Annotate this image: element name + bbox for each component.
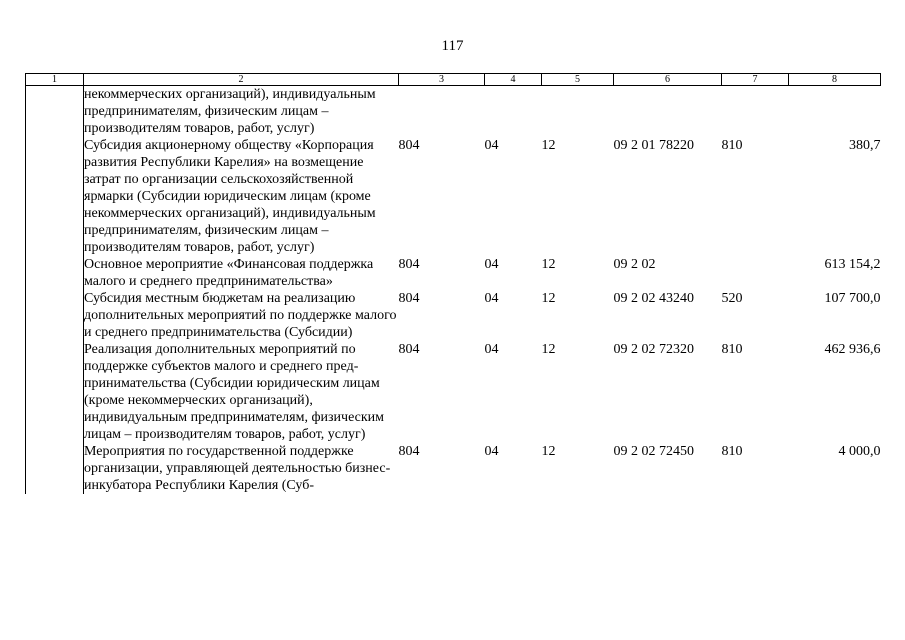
- subsection-code: 12: [541, 138, 556, 153]
- target-article-code: 09 2 01 78220: [613, 138, 694, 153]
- ministry-code: 804: [398, 138, 420, 153]
- section-code: [485, 86, 542, 138]
- column-number: 8: [789, 74, 881, 86]
- column-number: 7: [722, 74, 789, 86]
- amount: 4 000,0: [838, 444, 881, 459]
- table-row: [26, 256, 881, 290]
- expense-type-code: [722, 86, 789, 138]
- amount: 380,7: [849, 138, 881, 153]
- target-article-code: 09 2 02 43240: [613, 291, 694, 306]
- section-code: 04: [484, 444, 499, 459]
- row-name: Реализация дополнительных мероприятий по поддержке субъектов малого и среднего предпринимательства (Субсидии юридическим лицам (кроме некоммерческих организаций), индивидуальным предпринимателям, физическим лицам – производителям товаров, работ, услуг): [84, 342, 385, 442]
- amount: 462 936,6: [824, 342, 881, 357]
- subsection-code: [542, 86, 614, 138]
- ministry-code: 804: [398, 257, 420, 272]
- subsection-code: 12: [541, 342, 556, 357]
- row-name: Основное мероприятие «Финансовая поддержка малого и среднего предпринимательства»: [84, 257, 374, 289]
- ministry-code: 804: [398, 444, 420, 459]
- target-article-code: 09 2 02: [613, 257, 656, 272]
- row-name: некоммерческих организаций), индивидуальным предпринимателям, физическим лицам – производителям товаров, работ, услуг): [84, 87, 376, 136]
- column-number: 6: [614, 74, 722, 86]
- column-number: 5: [542, 74, 614, 86]
- table-row: [26, 290, 881, 341]
- table-row: [26, 137, 881, 256]
- column-number: 1: [26, 74, 84, 86]
- subsection-code: 12: [541, 444, 556, 459]
- ministry-code: 804: [398, 342, 420, 357]
- column-number: 4: [485, 74, 542, 86]
- column-number-header: [26, 74, 881, 86]
- expense-type-code: 810: [721, 138, 743, 153]
- amount: 613 154,2: [824, 257, 881, 272]
- table-row: [26, 341, 881, 443]
- expense-type-code: [722, 256, 789, 290]
- amount: [789, 86, 881, 138]
- target-article-code: [614, 86, 722, 138]
- budget-table: [25, 73, 881, 494]
- column-number: 2: [84, 74, 399, 86]
- target-article-code: 09 2 02 72320: [613, 342, 694, 357]
- target-article-code: 09 2 02 72450: [613, 444, 694, 459]
- page-number: 117: [441, 38, 464, 54]
- expense-type-code: 810: [721, 444, 743, 459]
- column-number: 3: [399, 74, 485, 86]
- row-name: Субсидия местным бюджетам на реализацию дополнительных мероприятий по поддержке малого и среднего предпринимательства (Субсидии): [84, 291, 397, 340]
- row-name: Субсидия акционерному обществу «Корпорация развития Республики Карелия» на возмещение затрат по организации сельскохозяйственной ярмарки (Субсидии юридическим лицам (кроме некоммерческих организаций), индивидуальным предпринимателям, физическим лицам – производителям товаров, работ, услуг): [84, 138, 376, 255]
- section-code: 04: [484, 291, 499, 306]
- section-code: 04: [484, 138, 499, 153]
- section-code: 04: [484, 257, 499, 272]
- table-row: [26, 443, 881, 494]
- ministry-code: [399, 86, 485, 138]
- expense-type-code: 810: [721, 342, 743, 357]
- section-code: 04: [484, 342, 499, 357]
- table-row: [26, 86, 881, 138]
- subsection-code: 12: [541, 291, 556, 306]
- row-name: Мероприятия по государственной поддержке организации, управляющей деятельностью бизнес-инкубатора Республики Карелия (Суб-: [84, 444, 391, 493]
- amount: 107 700,0: [824, 291, 881, 306]
- expense-type-code: 520: [721, 291, 743, 306]
- ministry-code: 804: [398, 291, 420, 306]
- subsection-code: 12: [541, 257, 556, 272]
